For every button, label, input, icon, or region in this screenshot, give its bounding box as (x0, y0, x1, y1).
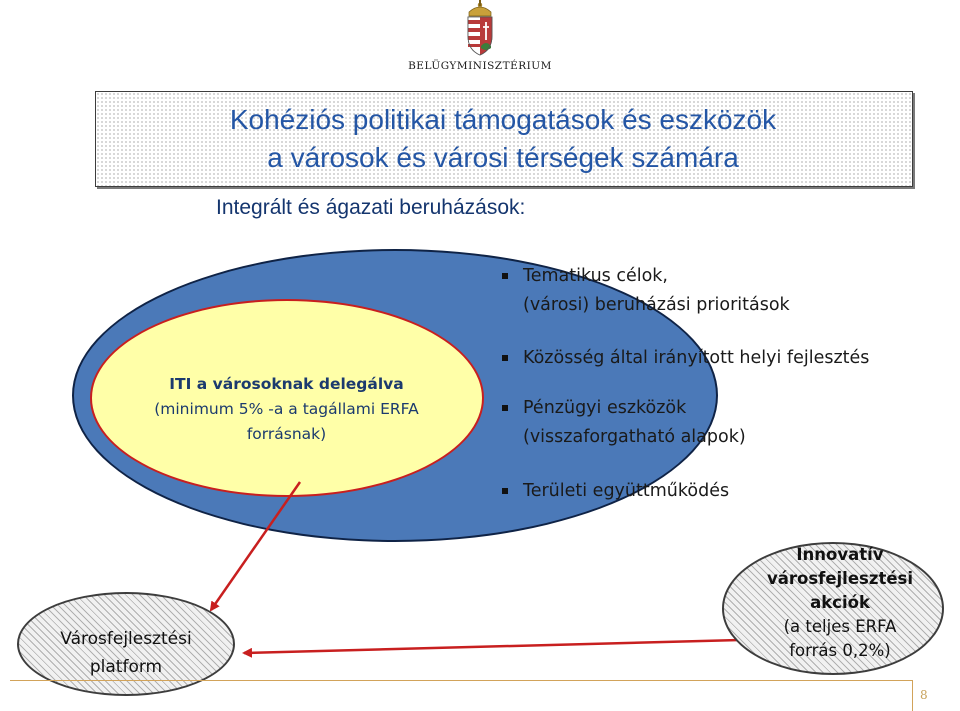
innovative-label-line-4: (a teljes ERFA (783, 617, 897, 636)
bullet-square-icon (502, 355, 508, 361)
iti-label-line-3: forrásnak) (246, 425, 327, 443)
innovative-label-line-1: Innovatív (796, 545, 884, 564)
page-number: 8 (920, 688, 928, 702)
bullet-square-icon (502, 405, 508, 411)
ministry-logo-text: BELÜGYMINISZTÉRIUM (408, 60, 552, 72)
bullet-text: Közösség által irányított helyi fejlesztés (523, 348, 870, 368)
bullet-square-icon (502, 488, 508, 494)
bullet-text: (visszaforgatható alapok) (523, 427, 746, 447)
bullet-text: (városi) beruházási prioritások (523, 295, 790, 315)
innovative-label-line-3: akciók (810, 593, 870, 612)
iti-label (100, 372, 473, 447)
footer-divider (912, 680, 913, 711)
platform-label-line-1: Városfejlesztési (60, 629, 192, 649)
innovative-label-line-5: forrás 0,2%) (789, 641, 891, 660)
bullet-text: Tematikus célok, (523, 266, 668, 286)
iti-label-line-1: ITI a városoknak delegálva (169, 375, 404, 393)
arrow-innovative-to-platform (244, 640, 740, 653)
slide-title-line-1: Kohéziós politikai támogatások és eszközök (229, 104, 777, 135)
footer-rule (10, 680, 912, 681)
bullet-text: Területi együttműködés (523, 481, 730, 501)
slide-title-line-2: a városok és városi térségek számára (267, 142, 739, 173)
innovative-actions-label (722, 543, 958, 663)
coat-of-arms-icon (0, 0, 960, 90)
iti-label-line-2: (minimum 5% -a a tagállami ERFA (154, 400, 419, 418)
innovative-label-line-2: városfejlesztési (766, 569, 914, 588)
section-subtitle: Integrált és ágazati beruházások: (216, 196, 526, 219)
bullet-text: Pénzügyi eszközök (523, 398, 687, 418)
platform-label (17, 625, 235, 681)
platform-label-line-2: platform (89, 657, 163, 677)
bullet-square-icon (502, 273, 508, 279)
